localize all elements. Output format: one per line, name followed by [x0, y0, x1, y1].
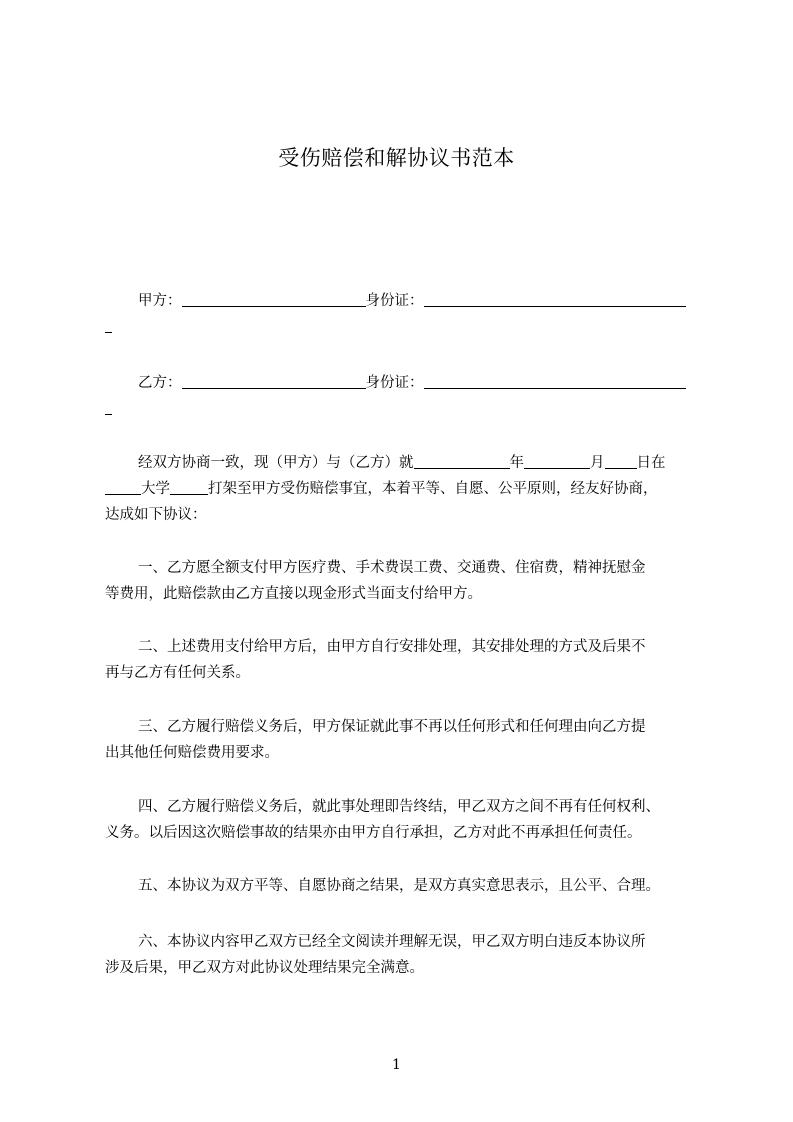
intro-university: 大学 — [141, 481, 170, 497]
date-year-blank — [414, 452, 510, 469]
clause-line: 三、乙方履行赔偿义务后，甲方保证就此事不再以任何形式和任何理由向乙方提 — [138, 719, 646, 735]
party-a-tail-blank — [105, 316, 112, 333]
clause-4 — [105, 794, 701, 846]
party-a-id-blank — [424, 290, 686, 307]
party-b-name-blank — [182, 372, 366, 389]
intro-line-2 — [105, 476, 701, 502]
intro-part2: 打架至甲方受伤赔偿事宜，本着平等、自愿、公平原则，经友好协商， — [208, 481, 658, 497]
clause-2 — [105, 634, 701, 686]
intro-line-3: 达成如下协议： — [105, 507, 207, 523]
clause-3 — [105, 714, 701, 766]
clause-line: 五、本协议为双方平等、自愿协商之结果，是双方真实意思表示，且公平、合理。 — [138, 878, 660, 894]
party-a-name-blank — [182, 290, 366, 307]
clause-line: 出其他任何赔偿费用要求。 — [105, 745, 279, 761]
party-b-tail — [105, 396, 701, 422]
clause-line: 义务。以后因这次赔偿事故的结果亦由甲方自行承担，乙方对此不再承担任何责任。 — [105, 825, 642, 841]
party-b-block — [105, 370, 701, 422]
clause-1 — [105, 555, 701, 607]
clause-line: 涉及后果，甲乙双方对此协议处理结果完全满意。 — [105, 960, 424, 976]
university-blank — [105, 478, 141, 495]
party-b-tail-blank — [105, 398, 112, 415]
intro-paragraph — [105, 450, 701, 528]
intro-day: 日在 — [636, 455, 666, 471]
party-b-label: 乙方： — [138, 375, 182, 391]
clause-line: 一、乙方愿全额支付甲方医疗费、手术费误工费、交通费、住宿费，精神抚慰金 — [138, 560, 646, 576]
date-day-blank — [605, 452, 637, 469]
clause-5 — [105, 873, 701, 899]
date-month-blank — [524, 452, 590, 469]
clause-line: 等费用，此赔偿款由乙方直接以现金形式当面支付给甲方。 — [105, 586, 482, 602]
clause-line: 再与乙方有任何关系。 — [105, 665, 250, 681]
party-b-line — [105, 370, 701, 396]
party-b-id-label: 身份证： — [365, 375, 424, 391]
intro-line-1 — [105, 450, 701, 476]
party-b-id-blank — [424, 372, 686, 389]
clause-line: 四、乙方履行赔偿义务后，就此事处理即告终结，甲乙双方之间不再有任何权利、 — [138, 799, 660, 815]
intro-part1: 经双方协商一致，现（甲方）与（乙方）就 — [138, 455, 414, 471]
intro-month: 月 — [590, 455, 605, 471]
party-a-block — [105, 288, 701, 340]
party-a-line — [105, 288, 701, 314]
clause-line: 二、上述费用支付给甲方后，由甲方自行安排处理，其安排处理的方式及后果不 — [138, 639, 646, 655]
party-a-tail — [105, 314, 701, 340]
intro-year: 年 — [509, 455, 524, 471]
place-blank — [170, 478, 208, 495]
party-a-label: 甲方： — [138, 293, 182, 309]
clause-6 — [105, 929, 701, 981]
clause-line: 六、本协议内容甲乙双方已经全文阅读并理解无误，甲乙双方明白违反本协议所 — [138, 934, 646, 950]
document-title: 受伤赔偿和解协议书范本 — [278, 146, 515, 170]
party-a-id-label: 身份证： — [365, 293, 424, 309]
page-number: 1 — [392, 1057, 401, 1073]
